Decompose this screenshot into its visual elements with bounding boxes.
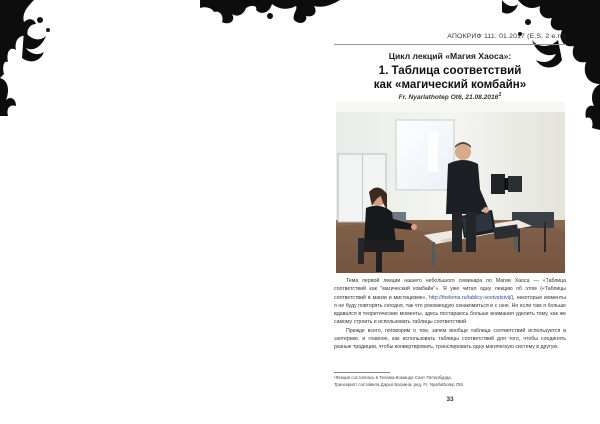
lecture-photo [336, 102, 565, 273]
author-name: Fr. Nyarlathotep Ot6, 21.08.2016 [398, 94, 499, 102]
footnote-divider [334, 372, 390, 373]
footnotes [334, 375, 566, 388]
paragraph-1-part1: Тема первой лекции нашего небольшого семинара по Магии Хаоса — «Таблица соответствий как "магический комбайн"». Я уже читал одну лекцию об этом («Таблицы соответствий в магии и мистицизме», [334, 278, 566, 301]
header-divider [334, 44, 566, 45]
thelema-link[interactable]: http://thelema.ru/tablicy-sootvetstvij/ [428, 294, 512, 301]
article-title-line2: как «магический комбайн» [373, 77, 527, 91]
footnote-1: ¹Лекция состоялась в Телема-Команде Сант-Петербурда. [334, 375, 452, 380]
paragraph-1 [334, 277, 566, 327]
article-body [334, 277, 566, 352]
journal-header: АПОКРИФ 111: 01.2017 (E.S. 2 e.n.) [447, 33, 566, 40]
article-title [334, 64, 566, 91]
article-title-line1: 1. Таблица соответствий [378, 64, 522, 77]
series-title: Цикл лекций «Магия Хаоса»: [388, 51, 512, 61]
paragraph-1-part2: ), некоторые моменты я не буду повторять сегодня, так что рекомендую ознакомиться и с нею. Но если там я больше вдавался в теоретические моменты, здесь постараюсь больше внимания уделить тому, как же самому строить и использовать таблицы соответствий. [334, 294, 566, 326]
paragraph-2: Прежде всего, поговорим о том, зачем вообще таблица соответствий используется в эзотерике, и главное, как использовать таблицы соответствий для того, чтобы соединять разные традиции, чтобы конвертировать, транслировать одну магическую систему в другую. [334, 327, 566, 351]
page-number: 33 [446, 396, 454, 403]
ornament-left-icon [0, 0, 60, 116]
author-line [334, 92, 566, 101]
ornament-top-icon [200, 0, 340, 26]
footnote-mark: 1 [498, 92, 502, 98]
footnote-2: Транскрипт составила Дарья Баскина, ред. Fr. Nyarlathotep Ot6. [334, 381, 465, 387]
right-page [334, 0, 566, 424]
